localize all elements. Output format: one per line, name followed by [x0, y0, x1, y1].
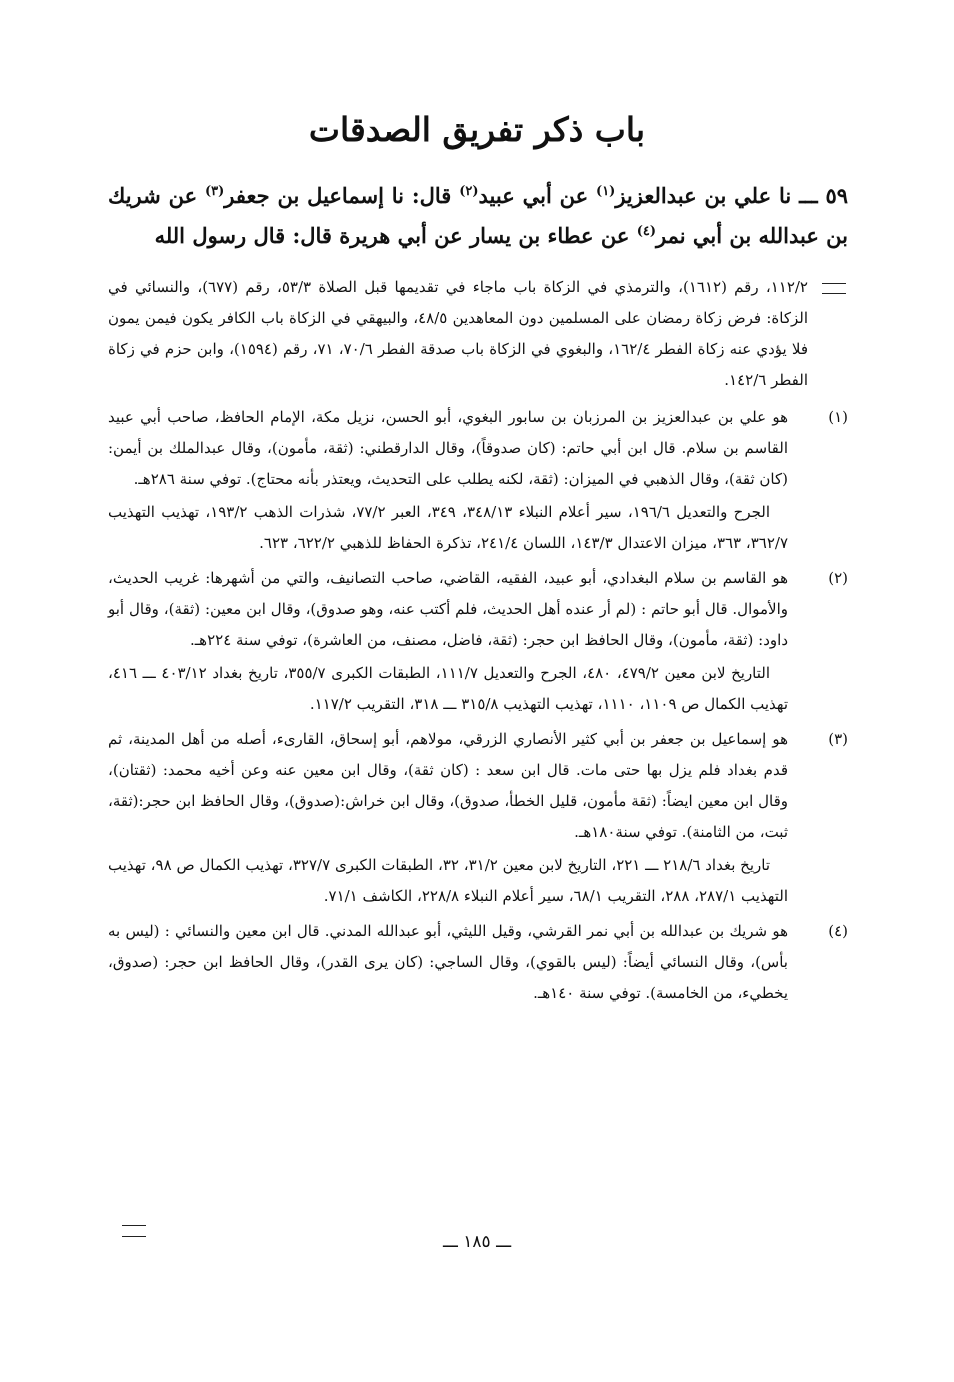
- footnote-4: [108, 916, 848, 1009]
- footnote-references: التاريخ لابن معين ٤٧٩/٢، ٤٨٠، الجرح والتعديل ١١١/٧، الطبقات الكبرى ٣٥٥/٧، تاريخ بغداد ٤٠٣/١٢ ـــ ٤١٦، تهذيب الكمال ص ١١٠٩، ١١١٠، تهذيب التهذيب ٣١٥/٨ ـــ ٣١٨، التقريب ١١٧/٢.: [108, 664, 788, 713]
- footnote-ref-4: (٤): [636, 224, 656, 239]
- footnote-bio: هو شريك بن عبدالله بن أبي نمر القرشي، وقيل الليثي، أبو عبدالله المدني. قال ابن معين والنسائي : (ليس به بأس)، وقال النسائي أيضاً: (ليس بالقوي)، وقال الساجي: (كان يرى القدر)، وقال الحافظ ابن حجر: (صدوق، يخطيء، من الخامسة). توفي سنة ١٤٠هـ.: [108, 922, 788, 1002]
- footnote-ref-3: (٣): [204, 184, 225, 199]
- hadith-text: [108, 174, 848, 254]
- hadith-part-3: قال: نا إسماعيل بن جعفر: [224, 183, 452, 208]
- footnote-number: (٤): [828, 922, 848, 940]
- footnote-continuation: ١١٢/٢، رقم (١٦١٢)، والترمذي في الزكاة باب ماجاء في تقديمها قبل الصلاة ٥٣/٣، رقم (٦٧٧)، والنسائي في الزكاة: فرض زكاة رمضان على المسلمين دون المعاهدين ٤٨/٥، والبيهقي في الزكاة باب الكافر يكون فيمن يمون فلا يؤدي عنه زكاة الفطر ١٦٢/٤، والبغوي في الزكاة باب صدقة الفطر ٧٠/٦، ٧١، رقم (١٥٩٤)، وابن حزم في زكاة الفطر ١٤٢/٦.: [108, 278, 809, 389]
- hadith-number: ٥٩: [825, 183, 849, 208]
- hadith-part-2: عن أبي عبيد: [478, 183, 589, 208]
- footnote-ref-1: (١): [596, 184, 616, 199]
- footnote-number: (١): [828, 408, 848, 426]
- footnote-references: تاريخ بغداد ٢١٨/٦ ـــ ٢٢١، التاريخ لابن معين ٣١/٢، ٣٢، الطبقات الكبرى ٣٢٧/٧، تهذيب الكمال ص ٩٨، تهذيب التهذيب ٢٨٧/١، ٢٨٨، التقريب ٦٨/١، سير أعلام النبلاء ٢٢٨/٨، الكاشف ٧١/١.: [108, 856, 788, 905]
- hadith-paragraph: [108, 174, 848, 254]
- footnote-3: [108, 724, 848, 912]
- footnote-separator-bottom: [122, 1225, 146, 1226]
- footnote-references: الجرح والتعديل ١٩٦/٦، سير أعلام النبلاء ٣٤٨/١٣، ٣٤٩، العبر ٧٧/٢، شذرات الذهب ١٩٣/٢، تهذيب التهذيب ٣٦٢/٧، ٣٦٣، ميزان الاعتدال ١٤٣/٣، اللسان ٢٤١/٤، تذكرة الحفاظ للذهبي ٦٢٢/٢، ٦٢٣.: [108, 503, 788, 552]
- page-number: ـــ ١٨٥ ـــ: [442, 1232, 512, 1252]
- footnotes-section: [108, 272, 848, 1013]
- footnote-number: (٣): [828, 730, 848, 748]
- footnote-2: [108, 563, 848, 720]
- hadith-dash: ـــ: [799, 183, 818, 208]
- footnote-ref-2: (٢): [459, 184, 479, 199]
- footnote-bio: هو إسماعيل بن جعفر بن أبي كثير الأنصاري الزرقي، مولاهم، أبو إسحاق، القارىء، أصله من أهل المدينة، ثم قدم بغداد فلم يزل بها حتى مات. قال ابن سعد : (كان ثقة)، وقال ابن معين عنه وعن أخيه محمد: (ثقتان)، وقال ابن معين ايضاً: (ثقة مأمون، قليل الخطأ، صدوق)، وقال ابن خراش:(صدوق)، وقال الحافظ ابن حجر:(ثقة، ثبت، من الثامنة). توفي سنة١٨٠هـ.: [108, 730, 788, 841]
- chapter-title: باب ذكر تفريق الصدقات: [308, 110, 646, 149]
- hadith-part-1: نا علي بن عبدالعزيز: [615, 183, 792, 208]
- hadith-part-4: عن شريك بن عبدالله بن أبي نمر: [108, 183, 848, 248]
- footnote-bio: هو علي بن عبدالعزيز بن المرزبان بن سابور البغوي، أبو الحسن، نزيل مكة، الإمام الحافظ، صاحب أبي عبيد القاسم بن سلام. قال ابن أبي حاتم: (كان صدوقاً)، وقال الدارقطني: (ثقة، مأمون)، وقال عبدالملك بن أيمن: (كان ثقة)، وقال الذهبي في الميزان: (ثقة، لكنه يطلب على التحديث، ويعتذر بأنه محتاج). توفي سنة ٢٨٦هـ.: [108, 408, 788, 488]
- footnote-bio: هو القاسم بن سلام البغدادي، أبو عبيد، الفقيه، القاضي، صاحب التصانيف، والتي من أشهرها: غريب الحديث، والأموال. قال أبو حاتم : (لم أر عنده أهل الحديث، فلم أكتب عنه، وهو صدوق)، وقال ابن معين: (ثقة)، وقال أبو داود: (ثقة، مأمون)، وقال الحافظ ابن حجر: (ثقة، فاضل، مصنف، من العاشرة)، توفي سنة ٢٢٤هـ.: [108, 569, 788, 649]
- footnote-1: [108, 402, 848, 559]
- hadith-part-5: عن عطاء بن يسار عن أبي هريرة قال: قال رسول الله: [154, 223, 630, 248]
- footnote-number: (٢): [828, 569, 848, 587]
